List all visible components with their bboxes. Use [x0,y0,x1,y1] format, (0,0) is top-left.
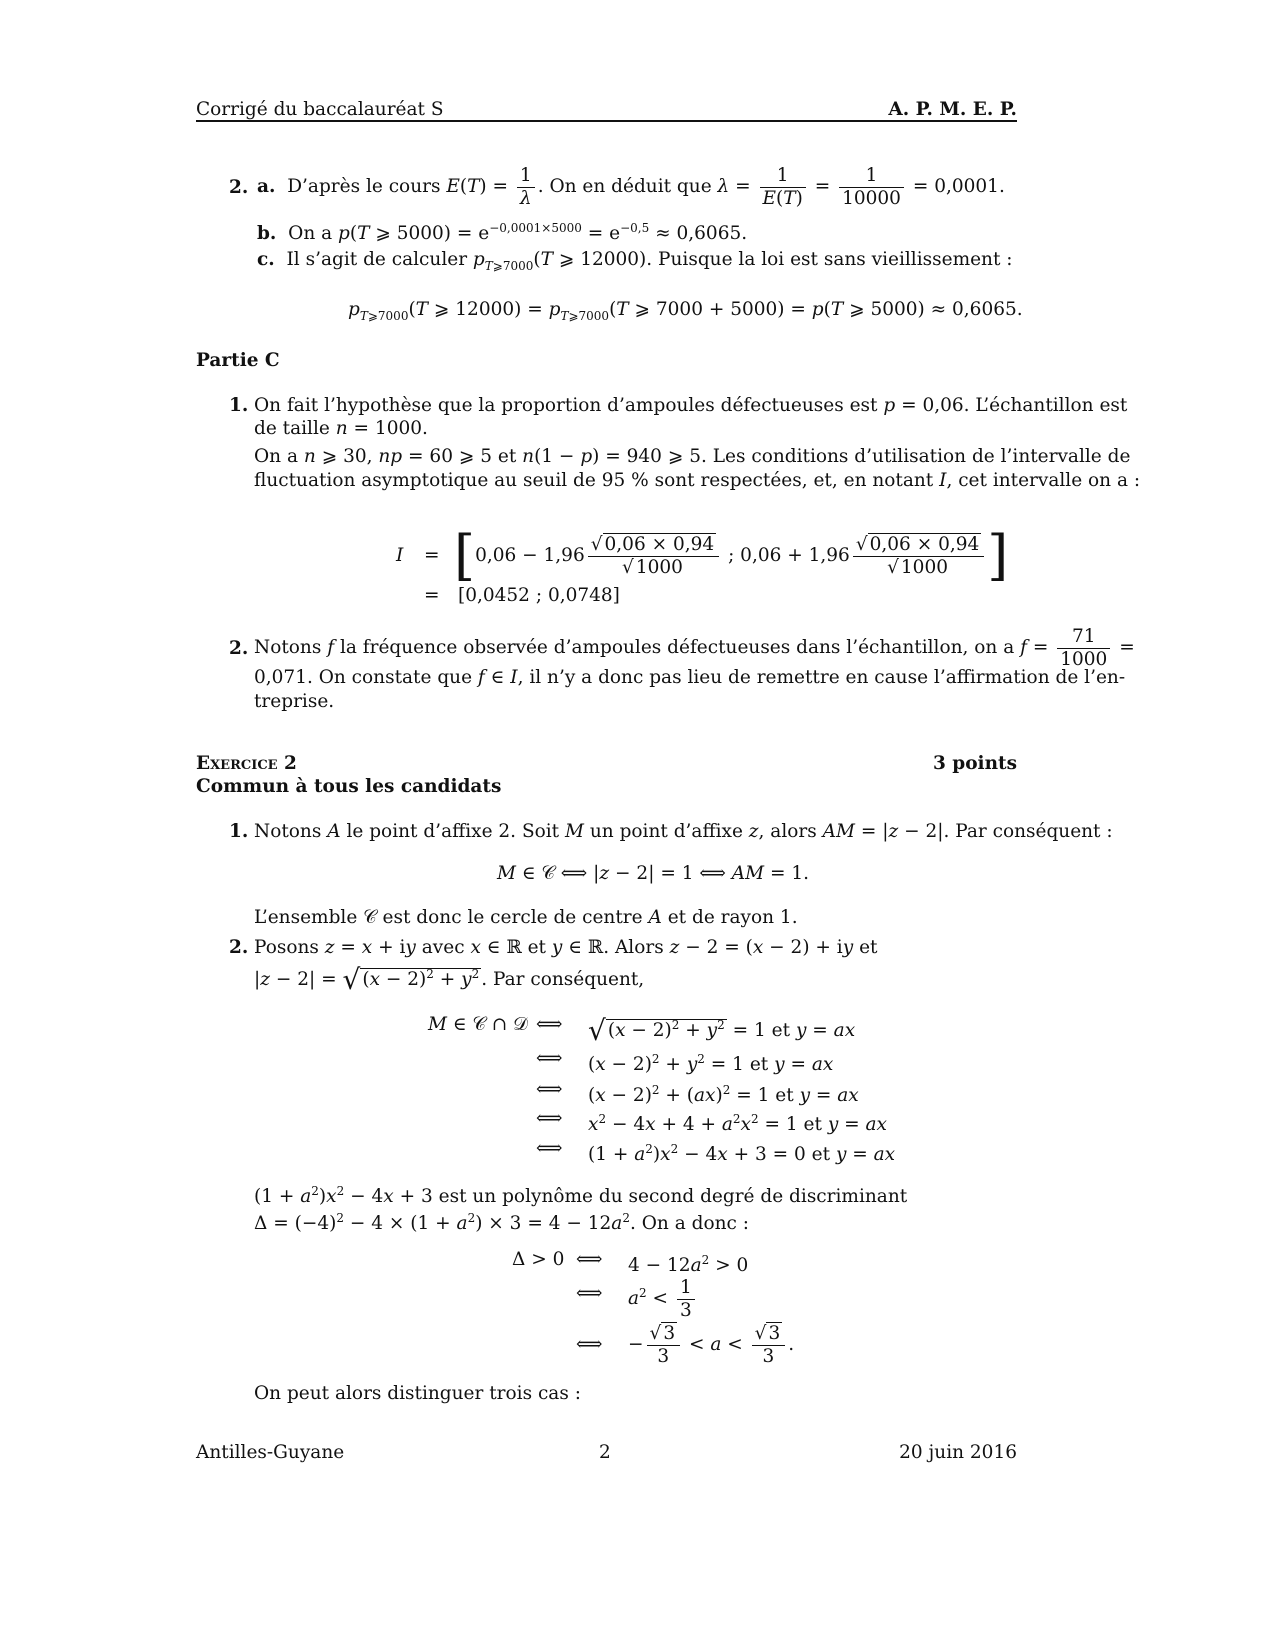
equiv-arrow: ⟺ [536,1014,563,1035]
header-right: A. P. M. E. P. [888,99,1017,120]
equiv-arrow: ⟺ [536,1138,563,1159]
header-rule [196,120,1017,122]
ex2-q1-line: Notons A le point d’affixe 2. Soit M un point d’affixe z, alors AM = |z − 2|. Par conséquent : [254,821,1113,842]
chain-step-4: $x^2 - 4x + 4 + a^2x^2 = 1$ et y = ax [588,1112,887,1135]
exercise-subtitle: Commun à tous les candidats [196,776,502,797]
equivalence-circle: M ∈ 𝒞 ⟺ |z − 2| = 1 ⟺ AM = 1. [497,863,809,884]
section-title-partie-c: Partie C [196,350,280,371]
partc-q1-line1: On fait l’hypothèse que la proportion d’ampoules défectueuses est p = 0,06. L’échantillon est [254,395,1128,416]
exercise-points: 3 points [932,753,1017,774]
ex2-q1-conclusion: L’ensemble 𝒞 est donc le cercle de centre A et de rayon 1. [254,907,798,928]
partc-q1-line4: fluctuation asymptotique au seuil de 95 % sont respectées, et, en notant I, cet intervalle on a : [254,470,1141,491]
answer-2b: b. On a p(T ⩾ $5000) = e^{-0,0001\times 5000} = e^{-0,5} \approx 0,6065$. [257,221,748,244]
equation-no-aging: $p_{T⩾7000}(T$ ⩾ $12000) = p_{T⩾7000}(T$ ⩾ 7000 + 5000) = p(T ⩾ 5000) ≈ 0,6065. [348,299,1023,323]
delta-step-2: $a^2$ < $\frac{1}{3}$ [628,1268,698,1324]
partc-q1-line2: de taille n = 1000. [254,418,428,439]
header-left: Corrigé du baccalauréat S [196,99,444,120]
partc-q1-line3: On a n ⩾ 30, np = 60 ⩾ 5 et n(1 − p) = 940 ⩾ 5. Les conditions d’utilisation de l’intervalle de [254,446,1131,467]
equiv-arrow: ⟺ [576,1334,603,1355]
delta-step-3: − $\frac{√ 3}{3}$ < a < $\frac{√ 3}{3}$ . [628,1322,795,1367]
question-number: 2. [229,177,249,198]
equiv-arrow: ⟺ [536,1108,563,1129]
footer-date: 20 juin 2016 [899,1442,1017,1463]
chain-step-5: $(1 + a^2)x^2 - 4x + 3 = 0$ et y = ax [588,1142,896,1165]
question-number: 1. [229,821,249,842]
equiv-arrow: ⟺ [536,1079,563,1100]
interval-formula: [0,06 − 1,96 $\frac{√ 0,06 \times 0,94}{√ 1000}$ ; 0,06 + 1,96 $\frac{√ 0,06 \times 0,94}{√ 1000}$ ] [454,524,1009,587]
question-number: 2. [229,638,249,659]
interval-symbol: I [396,545,404,566]
cases-intro: On peut alors distinguer trois cas : [254,1383,581,1404]
partc-q2-line2: 0,071. On constate que f ∈ I, il n’y a donc pas lieu de remettre en cause l’affirmation de l’en- [254,667,1126,688]
discriminant-line: $\Delta = (-4)^2 - 4 \times (1 + a^2) \times 3 = 4 - 12a^2$. On a donc : [254,1211,749,1234]
partc-q2-line3: treprise. [254,691,335,712]
equals-sign: = [424,545,440,566]
ex2-q2-line1: Posons z = x + iy avec x ∈ ℝ et y ∈ ℝ. Alors z − 2 = (x − 2) + iy et [254,937,878,958]
footer-left: Antilles-Guyane [196,1442,345,1463]
answer-2a: a. D’après le cours E(T) = $\frac{1}{\lambda}$ . On en déduit que λ = $\frac{1}{E(T)}$ = $\frac{1}{10000}$ = 0,0001. [257,164,1005,209]
equiv-arrow: ⟺ [536,1048,563,1069]
answer-2c: c. Il s’agit de calculer $p_{T⩾7000}(T$ ⩾ 12000). Puisque la loi est sans vieillissement : [257,249,1013,273]
chain-step-2: $(x - 2)^2 + y^2 = 1$ et y = ax [588,1052,834,1075]
page-number: 2 [599,1442,611,1463]
polynomial-line: $(1 + a^2)x^2 - 4x + 3$ est un polynôme du second degré de discriminant [254,1184,908,1207]
ex2-q2-line2: |z − 2| = √ $(x - 2)^2 + y^2$ . Par conséquent, [254,963,645,996]
question-number: 2. [229,937,249,958]
delta-step-1: $4 - 12a^2 > 0$ [628,1253,749,1276]
chain-step-3: $(x - 2)^2 + (ax)^2 = 1$ et y = ax [588,1083,859,1106]
exercise-title: Exercice 2 [196,753,297,774]
equiv-arrow: ⟺ [576,1283,603,1304]
partc-q2-line1: Notons f la fréquence observée d’ampoules défectueuses dans l’échantillon, on a f = $\frac{71}{1000}$ = [254,625,1135,670]
equiv-arrow: ⟺ [576,1249,603,1270]
chain-step-1: √ $(x - 2)^2 + y^2 = 1$ et y = ax [588,1014,856,1047]
equals-sign: = [424,585,440,606]
question-number: 1. [229,395,249,416]
chain-lhs: M ∈ 𝒞 ∩ 𝒟 [428,1014,528,1035]
interval-result: [0,0452 ; 0,0748] [458,585,620,606]
delta-lhs: Δ > 0 [512,1249,565,1270]
